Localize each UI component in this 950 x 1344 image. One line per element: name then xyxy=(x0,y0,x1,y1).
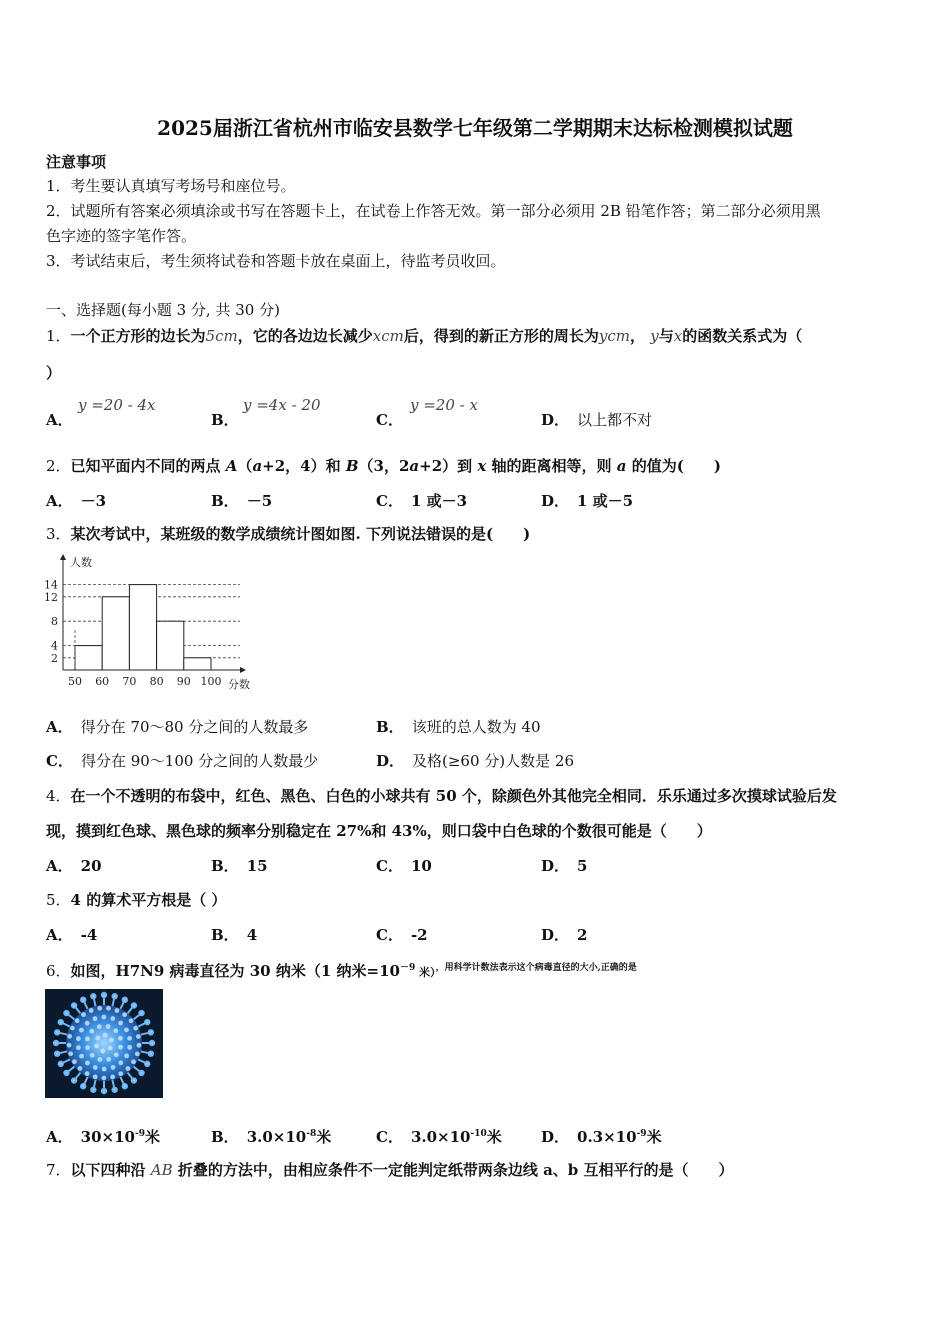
q2-var: A xyxy=(225,457,238,475)
virus-surface-dot xyxy=(97,1057,102,1062)
virus-surface-dot xyxy=(81,1012,86,1017)
option-text: -4 xyxy=(80,926,98,944)
q1-closing: ） xyxy=(46,364,62,382)
virus-surface-dot xyxy=(106,1057,111,1062)
histogram-bar xyxy=(129,585,156,670)
option-text: 10 xyxy=(410,857,432,875)
virus-surface-dot xyxy=(109,1038,114,1043)
q2-text: 已知平面内不同的两点 xyxy=(70,457,226,475)
q2-var: a xyxy=(616,457,627,475)
q1-option-a xyxy=(46,409,81,430)
y-tick-label: 4 xyxy=(51,639,58,653)
virus-surface-dot xyxy=(131,1059,136,1064)
q4-option-c xyxy=(376,855,432,876)
question-3 xyxy=(46,523,530,545)
option-label: B． xyxy=(376,718,404,736)
option-label: D． xyxy=(541,1128,570,1146)
option-label: B． xyxy=(211,492,239,510)
q4-text: 在一个不透明的布袋中，红色、黑色、白色的小球共有 50 个，除颜色外其他完全相同．乐乐通过多次摸球试验后发 xyxy=(70,787,837,805)
q6-exponent: －9 xyxy=(399,963,416,973)
virus-spike-tip xyxy=(64,1011,68,1015)
virus-spike-tip xyxy=(55,1051,59,1055)
q1-text: 的函数关系式为（ xyxy=(682,327,803,345)
virus-surface-dot xyxy=(95,1036,100,1041)
virus-surface-dot xyxy=(67,1034,72,1039)
option-label: D． xyxy=(541,492,570,510)
option-unit: 米 xyxy=(646,1128,662,1146)
histogram-bar xyxy=(184,658,211,670)
option-text: 30×10 xyxy=(80,1128,135,1146)
q6-option-c xyxy=(376,1126,502,1147)
virus-surface-dot xyxy=(115,1008,120,1013)
q1-text: 一个正方形的边长为 xyxy=(70,327,206,345)
virus-surface-dot xyxy=(67,1043,72,1048)
virus-surface-dot xyxy=(114,1052,119,1057)
option-unit: 米 xyxy=(316,1128,332,1146)
option-label: B． xyxy=(211,926,239,944)
histogram-bar xyxy=(157,621,184,670)
option-text: 该班的总人数为 40 xyxy=(411,718,541,736)
virus-spike-tip xyxy=(139,1071,143,1075)
q6-option-b xyxy=(211,1126,331,1147)
question-1 xyxy=(46,325,802,347)
virus-surface-dot xyxy=(76,1036,81,1041)
virus-surface-dot xyxy=(118,1036,123,1041)
option-text: 3.0×10 xyxy=(410,1128,471,1146)
q2-option-a xyxy=(46,490,106,511)
virus-surface-dot xyxy=(118,1021,123,1026)
option-label: A． xyxy=(46,718,73,736)
y-tick-label: 14 xyxy=(44,578,58,592)
virus-surface-dot xyxy=(129,1018,134,1023)
option-label: A． xyxy=(46,857,73,875)
q2-var: B xyxy=(345,457,359,475)
option-label: C． xyxy=(376,857,403,875)
option-unit: 米 xyxy=(144,1128,160,1146)
option-text: 1 或－3 xyxy=(410,492,468,510)
q2-text: 轴的距离相等，则 xyxy=(486,457,617,475)
q1-math: ycm xyxy=(598,327,630,345)
virus-surface-dot xyxy=(76,1045,81,1050)
q1-math: xcm xyxy=(372,327,404,345)
virus-spike-tip xyxy=(112,994,116,998)
virus-spike-tip xyxy=(145,1020,149,1024)
q6-number: 6． xyxy=(46,962,71,980)
virus-surface-dot xyxy=(137,1043,142,1048)
q6-option-d xyxy=(541,1126,662,1147)
virus-surface-dot xyxy=(106,1006,111,1011)
q6-text: 米） xyxy=(415,966,436,979)
virus-surface-dot xyxy=(125,1066,130,1071)
q5-option-a xyxy=(46,924,97,945)
option-text: 得分在 70～80 分之间的人数最多 xyxy=(80,718,309,736)
q7-text: 以下四种沿 xyxy=(70,1161,151,1179)
virus-surface-dot xyxy=(135,1052,140,1057)
option-text: 4 xyxy=(246,926,258,944)
q2-option-b xyxy=(211,490,272,511)
virus-surface-dot xyxy=(133,1026,138,1031)
q2-var: a xyxy=(252,457,263,475)
q1-option-c xyxy=(376,409,411,430)
virus-surface-dot xyxy=(79,1028,84,1033)
virus-surface-dot xyxy=(85,1021,90,1026)
q1-math: y xyxy=(650,327,659,345)
option-text: 3.0×10 xyxy=(246,1128,307,1146)
option-label: A． xyxy=(46,492,73,510)
q6-option-a xyxy=(46,1126,160,1147)
q2-option-d xyxy=(541,490,633,511)
option-label: A． xyxy=(46,926,73,944)
x-tick-label: 70 xyxy=(122,675,137,688)
virus-spike-tip xyxy=(91,994,95,998)
option-text: 0.3×10 xyxy=(577,1128,637,1146)
q4-option-b xyxy=(211,855,268,876)
virus-surface-dot xyxy=(90,1053,95,1058)
virus-surface-dot xyxy=(85,1061,90,1066)
q2-var: a xyxy=(409,457,420,475)
virus-spike-tip xyxy=(54,1041,58,1045)
q2-text: 的值为( ) xyxy=(626,457,721,475)
virus-surface-dot xyxy=(94,1044,99,1049)
histogram-chart xyxy=(40,552,260,694)
x-tick-label: 60 xyxy=(95,675,110,688)
q5-option-b xyxy=(211,924,257,945)
q2-var: x xyxy=(477,457,487,475)
page-title: 2025届浙江省杭州市临安县数学七年级第二学期期末达标检测模拟试题 xyxy=(157,116,793,140)
virus-spike-tip xyxy=(59,1020,63,1024)
virus-spike-tip xyxy=(91,1088,95,1092)
q5-option-d xyxy=(541,924,587,945)
q4-number: 4． xyxy=(46,787,71,805)
x-axis-arrow xyxy=(240,667,246,673)
virus-surface-dot xyxy=(136,1034,141,1039)
option-exponent: -8 xyxy=(306,1129,317,1139)
q2-text: （3，2 xyxy=(358,457,410,475)
option-label: B． xyxy=(211,1128,239,1146)
y-tick-label: 2 xyxy=(51,651,58,665)
q1-text: ，它的各边边长减少 xyxy=(237,327,373,345)
histogram-bar xyxy=(102,597,129,670)
q7-math: AB xyxy=(150,1161,173,1179)
option-exponent: -9 xyxy=(636,1129,647,1139)
virus-surface-dot xyxy=(93,1074,98,1079)
q7-number: 7． xyxy=(46,1161,71,1179)
q4-option-d xyxy=(541,855,587,876)
virus-spike-tip xyxy=(64,1071,68,1075)
virus-surface-dot xyxy=(118,1071,123,1076)
option-exponent: -10 xyxy=(470,1129,487,1139)
q1-option-b-text: y =4x - 20 xyxy=(243,396,321,414)
q2-text: （ xyxy=(237,457,253,475)
option-text: -2 xyxy=(410,926,428,944)
virus-surface-dot xyxy=(124,1027,129,1032)
q3-number: 3． xyxy=(46,525,71,543)
q3-option-b xyxy=(376,716,541,737)
virus-surface-dot xyxy=(68,1051,73,1056)
q4-option-a xyxy=(46,855,102,876)
q1-math: 5cm xyxy=(205,327,238,345)
virus-surface-dot xyxy=(122,1012,127,1017)
notice-item-1: 1．考生要认真填写考场号和座位号。 xyxy=(46,177,296,195)
q7-text: 折叠的方法中，由相应条件不一定能判定纸带两条边线 a、b 互相平行的是（ ） xyxy=(172,1161,734,1179)
y-axis-label: 人数 xyxy=(70,556,92,569)
virus-surface-dot xyxy=(85,1071,90,1076)
virus-surface-dot xyxy=(108,1046,113,1051)
q1-option-d xyxy=(541,409,652,430)
question-5 xyxy=(46,889,226,911)
x-tick-label: 100 xyxy=(200,675,222,688)
option-text: 15 xyxy=(246,857,268,875)
virus-spike-tip xyxy=(132,1003,136,1007)
virus-surface-dot xyxy=(127,1045,132,1050)
option-label: A． xyxy=(46,1128,73,1146)
histogram-bar xyxy=(75,646,102,670)
x-tick-label: 50 xyxy=(68,675,82,688)
virus-spike-tip xyxy=(112,1088,116,1092)
q3-text: 某次考试中，某班级的数学成绩统计图如图. 下列说法错误的是( ) xyxy=(70,525,531,543)
virus-surface-dot xyxy=(89,1029,94,1034)
option-text: 5 xyxy=(577,857,588,875)
virus-surface-dot xyxy=(70,1026,75,1031)
option-text: 以上都不对 xyxy=(577,411,653,429)
question-4-cont: 现，摸到红色球、黑色球的频率分别稳定在 27%和 43%，则口袋中白色球的个数很可能是（ ） xyxy=(46,822,712,840)
virus-spike-tip xyxy=(72,1003,76,1007)
q1-text: ， xyxy=(629,327,645,345)
virus-spike-tip xyxy=(132,1078,136,1082)
notice-heading: 注意事项 xyxy=(46,153,107,171)
notice-item-2: 2．试题所有答案必须填涂或书写在答题卡上，在试卷上作答无效。第一部分必须用 2B 铅笔作答；第二部分必须用黑 xyxy=(46,202,821,220)
virus-surface-dot xyxy=(110,1016,115,1021)
virus-surface-dot xyxy=(113,1028,118,1033)
option-label: D． xyxy=(541,857,570,875)
virus-surface-dot xyxy=(124,1053,129,1058)
virus-surface-dot xyxy=(89,1008,94,1013)
option-text: 2 xyxy=(577,926,588,944)
y-tick-label: 12 xyxy=(44,590,58,604)
virus-surface-dot xyxy=(102,1067,107,1072)
virus-spike-tip xyxy=(139,1011,143,1015)
virus-surface-dot xyxy=(103,1033,108,1038)
virus-surface-dot xyxy=(78,1066,83,1071)
option-text: －3 xyxy=(80,492,107,510)
virus-spike-tip xyxy=(55,1030,59,1034)
notice-item-3: 3．考试结束后，考生须将试卷和答题卡放在桌面上，待监考员收回。 xyxy=(46,252,506,270)
virus-surface-dot xyxy=(72,1059,77,1064)
option-label: C． xyxy=(376,1128,403,1146)
question-2 xyxy=(46,455,721,477)
virus-surface-dot xyxy=(75,1018,80,1023)
virus-spike-tip xyxy=(72,1078,76,1082)
option-text: 及格(≥60 分)人数是 26 xyxy=(412,752,574,770)
virus-surface-dot xyxy=(118,1045,123,1050)
question-4 xyxy=(46,785,837,807)
virus-surface-dot xyxy=(97,1024,102,1029)
q2-text: +2）到 xyxy=(419,457,478,475)
virus-surface-dot xyxy=(93,1016,98,1021)
section-heading: 一、选择题(每小题 3 分, 共 30 分) xyxy=(46,301,280,319)
virus-image xyxy=(45,989,163,1098)
virus-spike-tip xyxy=(123,998,127,1002)
q5-option-c xyxy=(376,924,428,945)
virus-spike-tip xyxy=(81,1084,85,1088)
virus-spike-tip xyxy=(59,1062,63,1066)
virus-surface-dot xyxy=(111,1065,116,1070)
option-text: 20 xyxy=(80,857,102,875)
virus-surface-dot xyxy=(118,1060,123,1065)
option-label: D． xyxy=(541,926,570,944)
q6-text: 如图，H7N9 病毒直径为 30 纳米（1 纳米=10 xyxy=(70,962,400,980)
q5-text: 4 的算术平方根是（ ） xyxy=(70,891,227,909)
q3-option-d xyxy=(376,750,574,771)
option-exponent: -9 xyxy=(134,1129,145,1139)
q2-text: +2，4）和 xyxy=(262,457,346,475)
virus-spike-tip xyxy=(150,1041,154,1045)
option-label: D． xyxy=(376,752,405,770)
q1-math: x xyxy=(673,327,683,345)
q2-number: 2． xyxy=(46,457,71,475)
option-label: C． xyxy=(376,411,403,429)
option-unit: 米 xyxy=(486,1128,502,1146)
option-label: C． xyxy=(376,492,403,510)
virus-surface-dot xyxy=(97,1006,102,1011)
virus-surface-dot xyxy=(101,1015,106,1020)
virus-spike-tip xyxy=(81,998,85,1002)
q5-number: 5． xyxy=(46,891,71,909)
option-text: －5 xyxy=(246,492,273,510)
q6-small-text: ，用科学计数法表示这个病毒直径的大小,正确的是 xyxy=(435,963,637,973)
virus-spike-tip xyxy=(149,1030,153,1034)
notice-item-2-cont: 色字迹的签字笔作答。 xyxy=(46,227,197,245)
option-label: C． xyxy=(46,752,73,770)
x-tick-label: 90 xyxy=(176,675,191,688)
virus-surface-dot xyxy=(85,1036,90,1041)
q1-number: 1． xyxy=(46,327,71,345)
virus-surface-dot xyxy=(110,1075,115,1080)
virus-surface-dot xyxy=(85,1045,90,1050)
option-label: A． xyxy=(46,411,73,429)
x-tick-label: 80 xyxy=(149,675,164,688)
virus-surface-dot xyxy=(100,1049,105,1054)
virus-spike-tip xyxy=(102,1089,106,1093)
q1-text: 后，得到的新正方形的周长为 xyxy=(403,327,599,345)
virus-spike-tip xyxy=(123,1084,127,1088)
option-label: B． xyxy=(211,857,239,875)
question-6 xyxy=(46,957,637,984)
x-axis-label: 分数 xyxy=(228,678,250,691)
option-label: D． xyxy=(541,411,570,429)
y-axis-arrow xyxy=(60,554,66,560)
q1-option-b xyxy=(211,409,247,430)
y-tick-label: 8 xyxy=(51,615,58,629)
virus-surface-dot xyxy=(106,1024,111,1029)
question-7 xyxy=(46,1159,734,1181)
option-text: 得分在 90～100 分之间的人数最少 xyxy=(80,752,319,770)
q1-option-a-text: y =20 - 4x xyxy=(78,396,156,414)
q1-text: 与 xyxy=(658,327,674,345)
option-text: 1 或－5 xyxy=(577,492,634,510)
virus-spike-tip xyxy=(149,1051,153,1055)
option-label: C． xyxy=(376,926,403,944)
option-label: B． xyxy=(211,411,239,429)
virus-surface-dot xyxy=(102,1076,107,1081)
virus-spike-tip xyxy=(145,1062,149,1066)
virus-surface-dot xyxy=(127,1036,132,1041)
virus-surface-dot xyxy=(79,1054,84,1059)
q2-option-c xyxy=(376,490,467,511)
virus-spike-tip xyxy=(102,993,106,997)
q3-option-c xyxy=(46,750,318,771)
q3-option-a xyxy=(46,716,308,737)
q1-option-c-text: y =20 - x xyxy=(410,396,478,414)
virus-surface-dot xyxy=(93,1065,98,1070)
